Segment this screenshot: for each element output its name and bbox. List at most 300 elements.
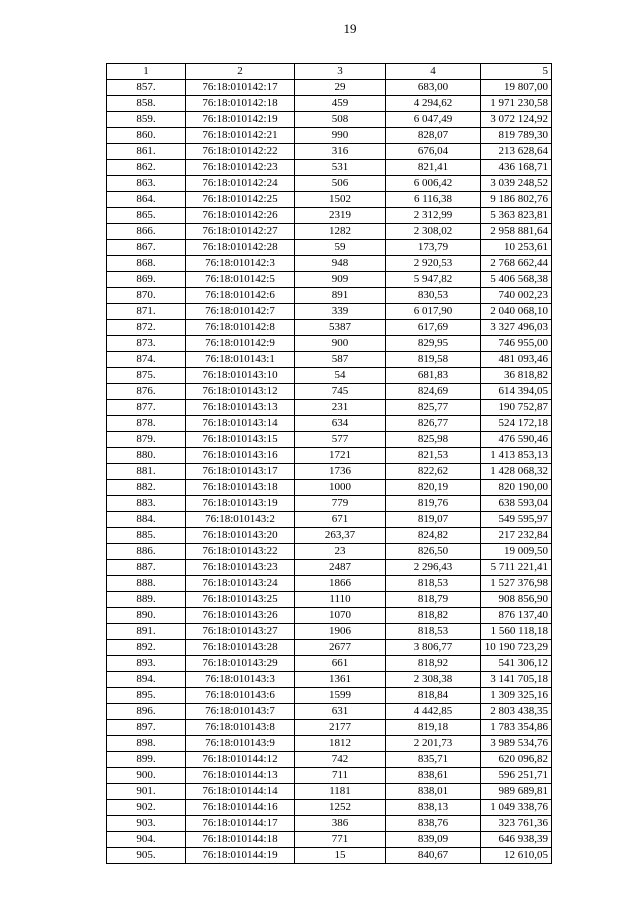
table-cell: 76:18:010142:21 — [186, 128, 295, 144]
table-row — [107, 464, 552, 480]
table-cell: 3 141 705,18 — [481, 672, 552, 688]
table-cell: 891 — [295, 288, 386, 304]
table-cell: 838,13 — [386, 800, 481, 816]
table-cell: 596 251,71 — [481, 768, 552, 784]
table-cell: 873. — [107, 336, 186, 352]
column-header: 5 — [481, 64, 552, 80]
table-cell: 2 308,02 — [386, 224, 481, 240]
table-cell: 1 309 325,16 — [481, 688, 552, 704]
table-row — [107, 784, 552, 800]
table-cell: 6 006,42 — [386, 176, 481, 192]
table-cell: 5 363 823,81 — [481, 208, 552, 224]
table-row — [107, 736, 552, 752]
table-cell: 904. — [107, 832, 186, 848]
table-cell: 746 955,00 — [481, 336, 552, 352]
table-row — [107, 128, 552, 144]
table-cell: 875. — [107, 368, 186, 384]
table-cell: 323 761,36 — [481, 816, 552, 832]
table-cell: 821,41 — [386, 160, 481, 176]
table-cell: 745 — [295, 384, 386, 400]
table-cell: 2 040 068,10 — [481, 304, 552, 320]
table-cell: 76:18:010142:17 — [186, 80, 295, 96]
table-cell: 76:18:010144:16 — [186, 800, 295, 816]
table-cell: 894. — [107, 672, 186, 688]
table-cell: 36 818,82 — [481, 368, 552, 384]
table-cell: 2177 — [295, 720, 386, 736]
table-cell: 76:18:010143:3 — [186, 672, 295, 688]
table-cell: 740 002,23 — [481, 288, 552, 304]
table-cell: 29 — [295, 80, 386, 96]
table-cell: 76:18:010142:6 — [186, 288, 295, 304]
table-cell: 76:18:010142:8 — [186, 320, 295, 336]
table-cell: 524 172,18 — [481, 416, 552, 432]
table-row — [107, 256, 552, 272]
table-cell: 76:18:010142:7 — [186, 304, 295, 320]
table-cell: 892. — [107, 640, 186, 656]
table-cell: 868. — [107, 256, 186, 272]
table-cell: 830,53 — [386, 288, 481, 304]
table-cell: 867. — [107, 240, 186, 256]
table-cell: 76:18:010142:22 — [186, 144, 295, 160]
table-cell: 190 752,87 — [481, 400, 552, 416]
column-header: 3 — [295, 64, 386, 80]
table-cell: 587 — [295, 352, 386, 368]
table-cell: 835,71 — [386, 752, 481, 768]
table-cell: 864. — [107, 192, 186, 208]
table-cell: 840,67 — [386, 848, 481, 864]
table-cell: 901. — [107, 784, 186, 800]
table-cell: 1 049 338,76 — [481, 800, 552, 816]
table-cell: 3 327 496,03 — [481, 320, 552, 336]
table-cell: 1 783 354,86 — [481, 720, 552, 736]
table-cell: 824,82 — [386, 528, 481, 544]
table-row — [107, 832, 552, 848]
table-cell: 76:18:010143:13 — [186, 400, 295, 416]
table-cell: 889. — [107, 592, 186, 608]
table-cell: 2487 — [295, 560, 386, 576]
table-cell: 825,98 — [386, 432, 481, 448]
table-cell: 4 294,62 — [386, 96, 481, 112]
table-cell: 878. — [107, 416, 186, 432]
table-row — [107, 800, 552, 816]
table-body — [107, 80, 552, 864]
table-cell: 909 — [295, 272, 386, 288]
table-cell: 876. — [107, 384, 186, 400]
table-cell: 76:18:010143:9 — [186, 736, 295, 752]
table-cell: 1502 — [295, 192, 386, 208]
table-cell: 861. — [107, 144, 186, 160]
table-cell: 880. — [107, 448, 186, 464]
table-cell: 76:18:010143:2 — [186, 512, 295, 528]
table-cell: 872. — [107, 320, 186, 336]
table-cell: 1736 — [295, 464, 386, 480]
table-row — [107, 608, 552, 624]
table-cell: 884. — [107, 512, 186, 528]
table-cell: 476 590,46 — [481, 432, 552, 448]
table-cell: 54 — [295, 368, 386, 384]
table-row — [107, 512, 552, 528]
table-cell: 76:18:010143:17 — [186, 464, 295, 480]
table-row — [107, 544, 552, 560]
table-cell: 459 — [295, 96, 386, 112]
table-cell: 76:18:010142:28 — [186, 240, 295, 256]
table-cell: 481 093,46 — [481, 352, 552, 368]
table-cell: 76:18:010143:23 — [186, 560, 295, 576]
table-cell: 819,76 — [386, 496, 481, 512]
table-cell: 577 — [295, 432, 386, 448]
table-cell: 217 232,84 — [481, 528, 552, 544]
table-cell: 76:18:010143:1 — [186, 352, 295, 368]
table-cell: 990 — [295, 128, 386, 144]
table-cell: 1282 — [295, 224, 386, 240]
table-cell: 893. — [107, 656, 186, 672]
table-cell: 858. — [107, 96, 186, 112]
table-cell: 4 442,85 — [386, 704, 481, 720]
table-cell: 862. — [107, 160, 186, 176]
table-cell: 12 610,05 — [481, 848, 552, 864]
table-cell: 2 312,99 — [386, 208, 481, 224]
table-cell: 857. — [107, 80, 186, 96]
table-cell: 76:18:010143:10 — [186, 368, 295, 384]
table-cell: 6 047,49 — [386, 112, 481, 128]
table-cell: 881. — [107, 464, 186, 480]
table-cell: 838,01 — [386, 784, 481, 800]
table-cell: 15 — [295, 848, 386, 864]
table-cell: 866. — [107, 224, 186, 240]
table-cell: 76:18:010144:14 — [186, 784, 295, 800]
table-cell: 2 920,53 — [386, 256, 481, 272]
table-cell: 828,07 — [386, 128, 481, 144]
table-cell: 1 428 068,32 — [481, 464, 552, 480]
table-cell: 681,83 — [386, 368, 481, 384]
table-cell: 2319 — [295, 208, 386, 224]
table-cell: 3 039 248,52 — [481, 176, 552, 192]
table-cell: 631 — [295, 704, 386, 720]
table-row — [107, 240, 552, 256]
table-cell: 1 527 376,98 — [481, 576, 552, 592]
table-cell: 386 — [295, 816, 386, 832]
table-cell: 819,07 — [386, 512, 481, 528]
table-cell: 870. — [107, 288, 186, 304]
table-cell: 76:18:010142:5 — [186, 272, 295, 288]
table-row — [107, 640, 552, 656]
table-row — [107, 80, 552, 96]
table-cell: 76:18:010142:26 — [186, 208, 295, 224]
table-cell: 6 017,90 — [386, 304, 481, 320]
table-cell: 818,82 — [386, 608, 481, 624]
table-row — [107, 848, 552, 864]
table-row — [107, 208, 552, 224]
table-cell: 826,77 — [386, 416, 481, 432]
table-cell: 19 009,50 — [481, 544, 552, 560]
table-cell: 900 — [295, 336, 386, 352]
table-cell: 2 201,73 — [386, 736, 481, 752]
table-cell: 76:18:010143:6 — [186, 688, 295, 704]
column-header: 1 — [107, 64, 186, 80]
table-cell: 903. — [107, 816, 186, 832]
table-cell: 231 — [295, 400, 386, 416]
table-cell: 829,95 — [386, 336, 481, 352]
table-cell: 2 296,43 — [386, 560, 481, 576]
table-cell: 819,18 — [386, 720, 481, 736]
table-cell: 897. — [107, 720, 186, 736]
page-number: 19 — [343, 21, 357, 36]
table-cell: 1721 — [295, 448, 386, 464]
table-row — [107, 336, 552, 352]
data-table — [106, 63, 552, 864]
table-cell: 818,92 — [386, 656, 481, 672]
table-cell: 6 116,38 — [386, 192, 481, 208]
table-row — [107, 752, 552, 768]
table-cell: 882. — [107, 480, 186, 496]
table-row — [107, 720, 552, 736]
table-cell: 10 190 723,29 — [481, 640, 552, 656]
table-cell: 865. — [107, 208, 186, 224]
table-cell: 76:18:010143:15 — [186, 432, 295, 448]
table-cell: 742 — [295, 752, 386, 768]
table-cell: 76:18:010143:24 — [186, 576, 295, 592]
table-cell: 885. — [107, 528, 186, 544]
table-cell: 3 806,77 — [386, 640, 481, 656]
table-cell: 76:18:010143:14 — [186, 416, 295, 432]
table-cell: 614 394,05 — [481, 384, 552, 400]
table-row — [107, 320, 552, 336]
table-cell: 877. — [107, 400, 186, 416]
table-cell: 76:18:010142:19 — [186, 112, 295, 128]
column-header: 4 — [386, 64, 481, 80]
table-cell: 818,79 — [386, 592, 481, 608]
table-cell: 2 768 662,44 — [481, 256, 552, 272]
table-cell: 5 406 568,38 — [481, 272, 552, 288]
table-cell: 676,04 — [386, 144, 481, 160]
table-cell: 549 595,97 — [481, 512, 552, 528]
table-cell: 620 096,82 — [481, 752, 552, 768]
table-cell: 10 253,61 — [481, 240, 552, 256]
table-row — [107, 416, 552, 432]
table-cell: 1110 — [295, 592, 386, 608]
table-cell: 76:18:010143:20 — [186, 528, 295, 544]
table-cell: 634 — [295, 416, 386, 432]
table-cell: 76:18:010142:3 — [186, 256, 295, 272]
table-cell: 886. — [107, 544, 186, 560]
table-cell: 818,53 — [386, 576, 481, 592]
table-row — [107, 176, 552, 192]
table-cell: 820,19 — [386, 480, 481, 496]
table-cell: 863. — [107, 176, 186, 192]
table-cell: 76:18:010143:22 — [186, 544, 295, 560]
table-cell: 883. — [107, 496, 186, 512]
table-cell: 859. — [107, 112, 186, 128]
table-cell: 617,69 — [386, 320, 481, 336]
table-cell: 76:18:010142:24 — [186, 176, 295, 192]
table-cell: 531 — [295, 160, 386, 176]
table-cell: 76:18:010142:23 — [186, 160, 295, 176]
table-cell: 1361 — [295, 672, 386, 688]
table-cell: 1 560 118,18 — [481, 624, 552, 640]
table-cell: 871. — [107, 304, 186, 320]
table-row — [107, 592, 552, 608]
table-cell: 819 789,30 — [481, 128, 552, 144]
table-row — [107, 624, 552, 640]
table-cell: 902. — [107, 800, 186, 816]
table-cell: 436 168,71 — [481, 160, 552, 176]
table-row — [107, 304, 552, 320]
table-row — [107, 496, 552, 512]
table-cell: 76:18:010143:19 — [186, 496, 295, 512]
table-row — [107, 560, 552, 576]
table-cell: 76:18:010143:8 — [186, 720, 295, 736]
table-head — [107, 64, 552, 80]
table-cell: 908 856,90 — [481, 592, 552, 608]
table-row — [107, 192, 552, 208]
table-row — [107, 656, 552, 672]
table-cell: 316 — [295, 144, 386, 160]
table-row — [107, 768, 552, 784]
table-cell: 76:18:010143:26 — [186, 608, 295, 624]
table-cell: 869. — [107, 272, 186, 288]
table-cell: 5 947,82 — [386, 272, 481, 288]
table-cell: 779 — [295, 496, 386, 512]
table-cell: 76:18:010143:29 — [186, 656, 295, 672]
table-cell: 646 938,39 — [481, 832, 552, 848]
table-cell: 213 628,64 — [481, 144, 552, 160]
table-cell: 711 — [295, 768, 386, 784]
table-cell: 824,69 — [386, 384, 481, 400]
table-row — [107, 448, 552, 464]
table-cell: 638 593,04 — [481, 496, 552, 512]
table-row — [107, 672, 552, 688]
table-cell: 899. — [107, 752, 186, 768]
table-cell: 76:18:010144:18 — [186, 832, 295, 848]
table-row — [107, 688, 552, 704]
table-cell: 838,76 — [386, 816, 481, 832]
table-cell: 821,53 — [386, 448, 481, 464]
table-cell: 1812 — [295, 736, 386, 752]
table-row — [107, 112, 552, 128]
table-cell: 506 — [295, 176, 386, 192]
table-row — [107, 144, 552, 160]
table-cell: 1 413 853,13 — [481, 448, 552, 464]
table-cell: 905. — [107, 848, 186, 864]
column-header: 2 — [186, 64, 295, 80]
table-cell: 683,00 — [386, 80, 481, 96]
table-cell: 771 — [295, 832, 386, 848]
table-row — [107, 528, 552, 544]
table-cell: 888. — [107, 576, 186, 592]
table-cell: 1181 — [295, 784, 386, 800]
table-cell: 825,77 — [386, 400, 481, 416]
table-cell: 948 — [295, 256, 386, 272]
table-cell: 59 — [295, 240, 386, 256]
table-row — [107, 480, 552, 496]
table-cell: 76:18:010143:7 — [186, 704, 295, 720]
table-cell: 76:18:010143:28 — [186, 640, 295, 656]
table-cell: 76:18:010142:18 — [186, 96, 295, 112]
table-row — [107, 576, 552, 592]
table-row — [107, 352, 552, 368]
table-row — [107, 224, 552, 240]
table-cell: 900. — [107, 768, 186, 784]
table-cell: 76:18:010142:9 — [186, 336, 295, 352]
table-cell: 5387 — [295, 320, 386, 336]
table-cell: 263,37 — [295, 528, 386, 544]
table-cell: 826,50 — [386, 544, 481, 560]
table-cell: 661 — [295, 656, 386, 672]
table-cell: 820 190,00 — [481, 480, 552, 496]
table-row — [107, 400, 552, 416]
table-cell: 860. — [107, 128, 186, 144]
table-cell: 818,53 — [386, 624, 481, 640]
table-cell: 76:18:010143:25 — [186, 592, 295, 608]
table-cell: 887. — [107, 560, 186, 576]
table-cell: 2 803 438,35 — [481, 704, 552, 720]
table-cell: 822,62 — [386, 464, 481, 480]
table-cell: 838,61 — [386, 768, 481, 784]
table-row — [107, 704, 552, 720]
table-head-row — [107, 64, 552, 80]
table-cell: 23 — [295, 544, 386, 560]
table-row — [107, 816, 552, 832]
table-cell: 76:18:010144:12 — [186, 752, 295, 768]
table-cell: 5 711 221,41 — [481, 560, 552, 576]
table-cell: 1252 — [295, 800, 386, 816]
table-row — [107, 432, 552, 448]
table-cell: 339 — [295, 304, 386, 320]
table-row — [107, 160, 552, 176]
table-cell: 3 989 534,76 — [481, 736, 552, 752]
table-cell: 541 306,12 — [481, 656, 552, 672]
table-cell: 76:18:010142:25 — [186, 192, 295, 208]
table-cell: 1906 — [295, 624, 386, 640]
table-row — [107, 368, 552, 384]
table-row — [107, 288, 552, 304]
table-cell: 874. — [107, 352, 186, 368]
table-cell: 173,79 — [386, 240, 481, 256]
table-cell: 76:18:010144:13 — [186, 768, 295, 784]
table-row — [107, 384, 552, 400]
table-cell: 1599 — [295, 688, 386, 704]
table-cell: 818,84 — [386, 688, 481, 704]
table-cell: 508 — [295, 112, 386, 128]
table-cell: 989 689,81 — [481, 784, 552, 800]
table-cell: 76:18:010143:27 — [186, 624, 295, 640]
table-cell: 1000 — [295, 480, 386, 496]
table-cell: 879. — [107, 432, 186, 448]
table-cell: 876 137,40 — [481, 608, 552, 624]
table-cell: 896. — [107, 704, 186, 720]
table-cell: 890. — [107, 608, 186, 624]
table-cell: 76:18:010144:17 — [186, 816, 295, 832]
table-cell: 891. — [107, 624, 186, 640]
table-cell: 1070 — [295, 608, 386, 624]
table-cell: 1 971 230,58 — [481, 96, 552, 112]
table-cell: 76:18:010143:12 — [186, 384, 295, 400]
table-cell: 671 — [295, 512, 386, 528]
table-cell: 895. — [107, 688, 186, 704]
table-cell: 19 807,00 — [481, 80, 552, 96]
table-cell: 839,09 — [386, 832, 481, 848]
table-row — [107, 96, 552, 112]
table-cell: 2 958 881,64 — [481, 224, 552, 240]
table-cell: 1866 — [295, 576, 386, 592]
table-cell: 76:18:010143:16 — [186, 448, 295, 464]
table-cell: 3 072 124,92 — [481, 112, 552, 128]
table-row — [107, 272, 552, 288]
table-cell: 898. — [107, 736, 186, 752]
table-cell: 76:18:010144:19 — [186, 848, 295, 864]
table-cell: 819,58 — [386, 352, 481, 368]
table-cell: 2677 — [295, 640, 386, 656]
